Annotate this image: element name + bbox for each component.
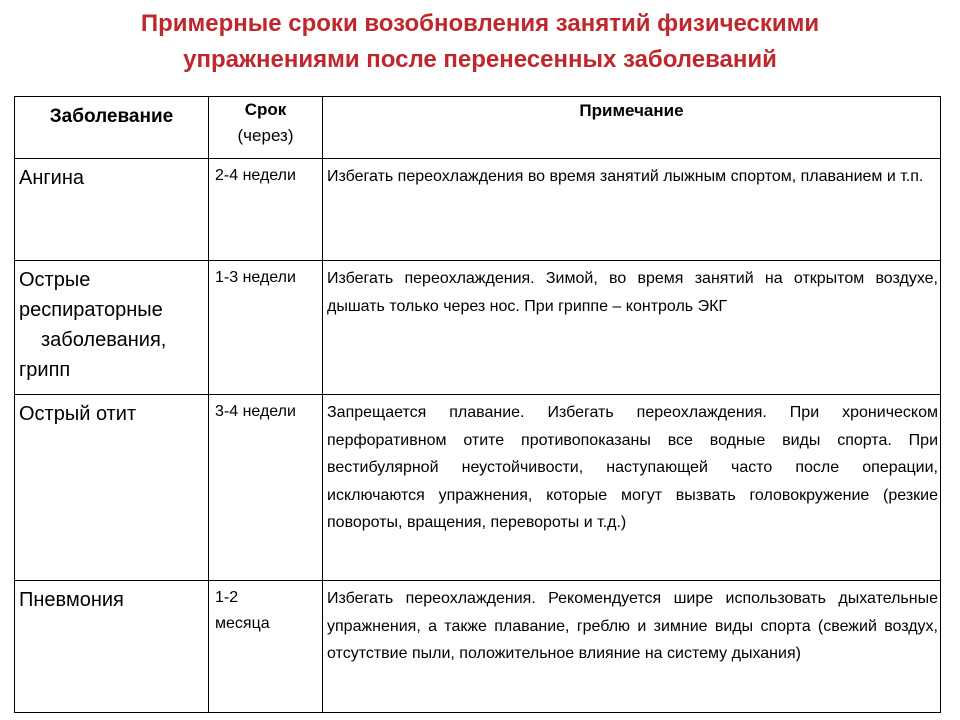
period-line: 1-3 недели bbox=[215, 269, 296, 286]
period-cell bbox=[209, 581, 323, 713]
table-row bbox=[15, 261, 941, 395]
header-period bbox=[209, 97, 323, 159]
slide-title-line-1: Примерные сроки возобновления занятий физическими bbox=[140, 10, 820, 37]
disease-line: заболевания, bbox=[41, 329, 167, 351]
disease-cell bbox=[15, 261, 209, 395]
table-row bbox=[15, 159, 941, 261]
period-cell bbox=[209, 395, 323, 581]
table-row bbox=[15, 395, 941, 581]
disease-line: респираторные bbox=[19, 299, 163, 321]
note-cell: Запрещается плавание. Избегать переохлаждения. При хроническом перфоративном отите противопоказаны все водные виды спорта. При вестибулярной неустойчивости, наступающей часто после операции, исключаются упражнения, которые могут вызвать головокружение (резкие повороты, вращения, перевороты и т.д.) bbox=[323, 395, 941, 581]
header-period-line-1: Срок bbox=[244, 100, 287, 119]
header-disease: Заболевание bbox=[15, 97, 209, 159]
note-cell: Избегать переохлаждения. Зимой, во время занятий на открытом воздухе, дышать только через нос. При гриппе – контроль ЭКГ bbox=[323, 261, 941, 395]
disease-cell bbox=[15, 395, 209, 581]
disease-cell bbox=[15, 159, 209, 261]
period-cell bbox=[209, 159, 323, 261]
header-note: Примечание bbox=[323, 97, 941, 159]
slide-title-line-2: упражнениями после перенесенных заболеваний bbox=[183, 46, 777, 73]
disease-line: Пневмония bbox=[19, 589, 124, 611]
table-header-row bbox=[15, 97, 941, 159]
note-cell: Избегать переохлаждения. Рекомендуется шире использовать дыхательные упражнения, а также плавание, греблю и зимние виды спорта (свежий воздух, отсутствие пыли, положительное влияние на систему дыхания) bbox=[323, 581, 941, 713]
disease-line: Ангина bbox=[19, 167, 85, 189]
disease-line: Острый отит bbox=[19, 403, 137, 425]
disease-cell bbox=[15, 581, 209, 713]
recovery-periods-table bbox=[14, 96, 941, 713]
disease-line: Острые bbox=[19, 269, 91, 291]
period-line: 1-2 bbox=[215, 589, 239, 606]
period-line: 3-4 недели bbox=[215, 403, 296, 420]
table-row bbox=[15, 581, 941, 713]
slide-title bbox=[20, 6, 940, 78]
period-line: 2-4 недели bbox=[215, 167, 296, 184]
header-period-line-2: (через) bbox=[237, 126, 294, 145]
disease-line: грипп bbox=[19, 359, 71, 381]
period-cell bbox=[209, 261, 323, 395]
note-cell: Избегать переохлаждения во время занятий лыжным спортом, плаванием и т.п. bbox=[323, 159, 941, 261]
period-line: месяца bbox=[215, 615, 270, 632]
